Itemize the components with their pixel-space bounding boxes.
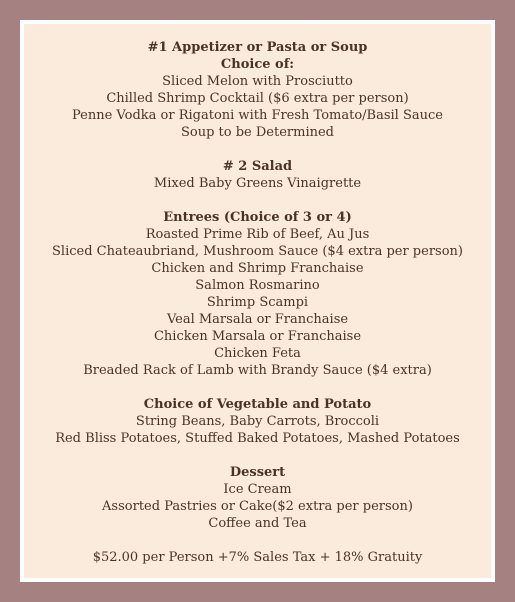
section-heading: Choice of Vegetable and Potato <box>143 397 372 412</box>
menu-item: Red Bliss Potatoes, Stuffed Baked Potatoes, Mashed Potatoes <box>55 431 460 446</box>
menu-item: Sliced Chateaubriand, Mushroom Sauce ($4 extra per person) <box>52 244 463 259</box>
menu-item: Chilled Shrimp Cocktail ($6 extra per person) <box>106 91 409 106</box>
menu-item: Assorted Pastries or Cake($2 extra per person) <box>102 499 413 514</box>
menu-item: Coffee and Tea <box>208 516 307 531</box>
section-entrees <box>24 209 491 379</box>
section-heading: Dessert <box>229 465 286 480</box>
section-subheading: Choice of: <box>220 57 295 72</box>
menu-item: Mixed Baby Greens Vinaigrette <box>153 176 362 191</box>
menu-item: Breaded Rack of Lamb with Brandy Sauce ($4 extra) <box>83 363 432 378</box>
menu-item: Veal Marsala or Franchaise <box>166 312 349 327</box>
menu-item: Ice Cream <box>223 482 292 497</box>
section-appetizer <box>24 39 491 141</box>
menu-item: Roasted Prime Rib of Beef, Au Jus <box>145 227 370 242</box>
price-line: $52.00 per Person +7% Sales Tax + 18% Gratuity <box>92 550 423 565</box>
menu-item: Shrimp Scampi <box>206 295 309 310</box>
section-vegetable-potato <box>24 396 491 447</box>
section-dessert <box>24 464 491 532</box>
menu-item: Sliced Melon with Prosciutto <box>162 74 353 89</box>
section-heading: #1 Appetizer or Pasta or Soup <box>147 40 368 55</box>
menu-item: Penne Vodka or Rigatoni with Fresh Tomato/Basil Sauce <box>72 108 443 123</box>
section-heading: # 2 Salad <box>222 159 293 174</box>
section-salad <box>24 158 491 192</box>
menu-frame <box>20 20 495 582</box>
menu-item: Chicken Marsala or Franchaise <box>153 329 362 344</box>
menu-item: Chicken Feta <box>214 346 301 361</box>
menu-item: Salmon Rosmarino <box>195 278 320 293</box>
menu-item: Chicken and Shrimp Franchaise <box>151 261 364 276</box>
menu-card <box>24 24 491 578</box>
menu-item: Soup to be Determined <box>180 125 334 140</box>
menu-item: String Beans, Baby Carrots, Broccoli <box>135 414 380 429</box>
price-section <box>24 549 491 566</box>
section-heading: Entrees (Choice of 3 or 4) <box>163 210 352 225</box>
